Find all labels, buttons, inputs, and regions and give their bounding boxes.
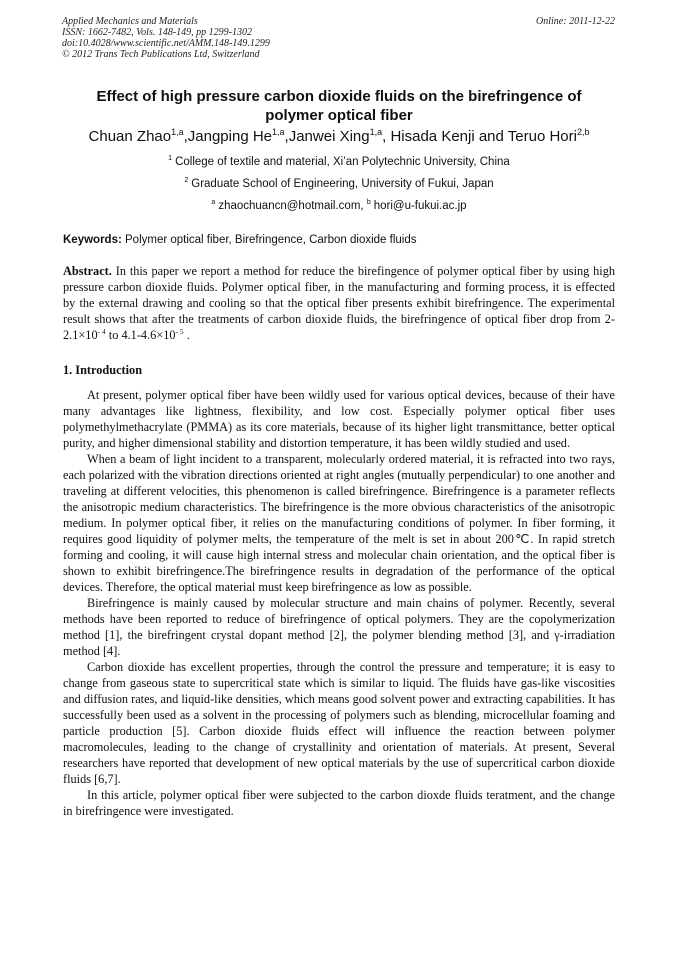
affiliation-mark: 2 xyxy=(184,177,189,184)
doi-line: doi:10.4028/www.scientific.net/AMM.148-149.1299 xyxy=(62,38,270,49)
author-affiliation-mark: 1,a xyxy=(272,127,285,137)
affiliation-text: College of textile and material, Xi’an Polytechnic University, China xyxy=(175,156,510,168)
paragraph: In this article, polymer optical fiber were subjected to the carbon dioxde fluids teratment, and the change in birefringence were investigated. xyxy=(63,788,615,818)
paragraph: When a beam of light incident to a transparent, molecularly ordered material, it is refracted into two rays, each polarized with the vibration directions oriented at right angles (mutually perpendicular) to one another and traveling at different velocities, this phenomenon is called birefringence. Birefringence is a parameter reflects the anisotropic medium characteristics. The birefringence is the more obvious characteristics of the anisotropic medium. In polymer optical fiber, it relies on the manufacturing conditions of polymer. In fiber forming, it requires good liquidity of polymer melts, the temperature of the melt is set in about 200℃. In rapid stretch forming and cooling, it will cause high internal stress and molecular chain orientation, and the optical fiber is shown to exhibit birefringence.The birefringence results in degradation of the performance of the optical devices. Therefore, the optical material must keep birefringence as low as possible. xyxy=(63,452,615,594)
abstract xyxy=(63,263,615,343)
author-emails xyxy=(40,200,638,212)
author-name: Jangping He xyxy=(187,128,273,145)
email-b: hori@u-fukui.ac.jp xyxy=(373,200,467,212)
author-name: Chuan Zhao xyxy=(88,128,172,145)
issn-line: ISSN: 1662-7482, Vols. 148-149, pp 1299-1302 xyxy=(62,27,252,38)
introduction-body xyxy=(63,387,615,819)
author-name: Hisada Kenji and Teruo Hori xyxy=(390,128,577,145)
keywords-label: Keywords: xyxy=(63,234,122,246)
author-list xyxy=(40,128,638,145)
author-name: Janwei Xing xyxy=(288,128,370,145)
affiliation-text: Graduate School of Engineering, University of Fukui, Japan xyxy=(191,178,494,190)
abstract-label: Abstract. xyxy=(63,264,112,278)
email-mark-a: a xyxy=(211,199,216,206)
author-affiliation-mark: 1,a xyxy=(171,127,184,137)
affiliation-2 xyxy=(40,178,638,190)
abstract-text: to 4.1-4.6×10 xyxy=(105,328,176,342)
author-affiliation-mark: 2,b xyxy=(576,127,590,137)
paper-title: Effect of high pressure carbon dioxide fluids on the birefringence of polymer optical fiber xyxy=(96,88,582,124)
keywords-text: Polymer optical fiber, Birefringence, Carbon dioxide fluids xyxy=(125,234,417,246)
copyright-line: © 2012 Trans Tech Publications Ltd, Switzerland xyxy=(62,49,260,60)
affiliation-1 xyxy=(40,156,638,168)
keywords xyxy=(63,234,615,246)
email-mark-b: b xyxy=(366,199,371,206)
paragraph: At present, polymer optical fiber have been wildly used for various optical devices, because of their have many advantages like lightness, flexibility, and low cost. Especially polymer optical fiber uses polymethylmethacrylate (PMMA) as its core materials, because of its higher light transmittance, better optical purity, and higher dimensional stability and distortion temperature, it has been wildly studied and used. xyxy=(63,388,615,450)
author-separator: , xyxy=(284,128,289,145)
abstract-text: . xyxy=(183,328,190,342)
author-separator: , xyxy=(382,128,391,145)
author-affiliation-mark: 1,a xyxy=(369,127,383,137)
paragraph: Birefringence is mainly caused by molecular structure and main chains of polymer. Recently, several methods have been reported to reduce of birefringence of optical polymers. They are the copolymerization method [1], the birefringent crystal dopant method [2], the polymer blending method [3], and γ-irradiation method [4]. xyxy=(63,596,615,658)
section-heading: 1. Introduction xyxy=(63,363,143,377)
online-date: Online: 2011-12-22 xyxy=(536,16,615,27)
exponent: - 4 xyxy=(97,327,106,336)
author-separator: , xyxy=(183,128,188,145)
paragraph: Carbon dioxide has excellent properties, through the control the pressure and temperature; it is easy to change from gaseous state to supercritical state which is similar to liquid. The fluids have gas-like viscosities and diffusion rates, and liquid-like densities, which means good solvent power and extracting capabilities. It has successfully been used as a solvent in the processing of polymers such as blending, microcellular foaming and particle production [5]. Carbon dioxide fluids effect will influence the reaction between polymer macromolecules, leading to the change of crystallinity and orientation of materials. At present, Several researchers have reported that development of new optical materials by the use of supercritical carbon dioxide fluids [6,7]. xyxy=(63,660,615,786)
affiliation-mark: 1 xyxy=(168,155,173,162)
exponent: - 5 xyxy=(175,327,184,336)
email-a: zhaochuancn@hotmail.com, xyxy=(218,200,367,212)
journal-header xyxy=(62,16,382,60)
journal-name: Applied Mechanics and Materials xyxy=(62,16,198,27)
abstract-text: In this paper we report a method for reduce the birefingence of polymer optical fiber by using high pressure carbon dioxide fluids. Polymer optical fiber, in the manufacturing and forming process, it is effected by the external drawing and cooling so that the optical fiber presents exhibit birefringence. The experimental result shows that after the treatments of carbon dioxide fluids, the birefringence of optical fiber drop from 2-2.1×10 xyxy=(63,264,616,342)
